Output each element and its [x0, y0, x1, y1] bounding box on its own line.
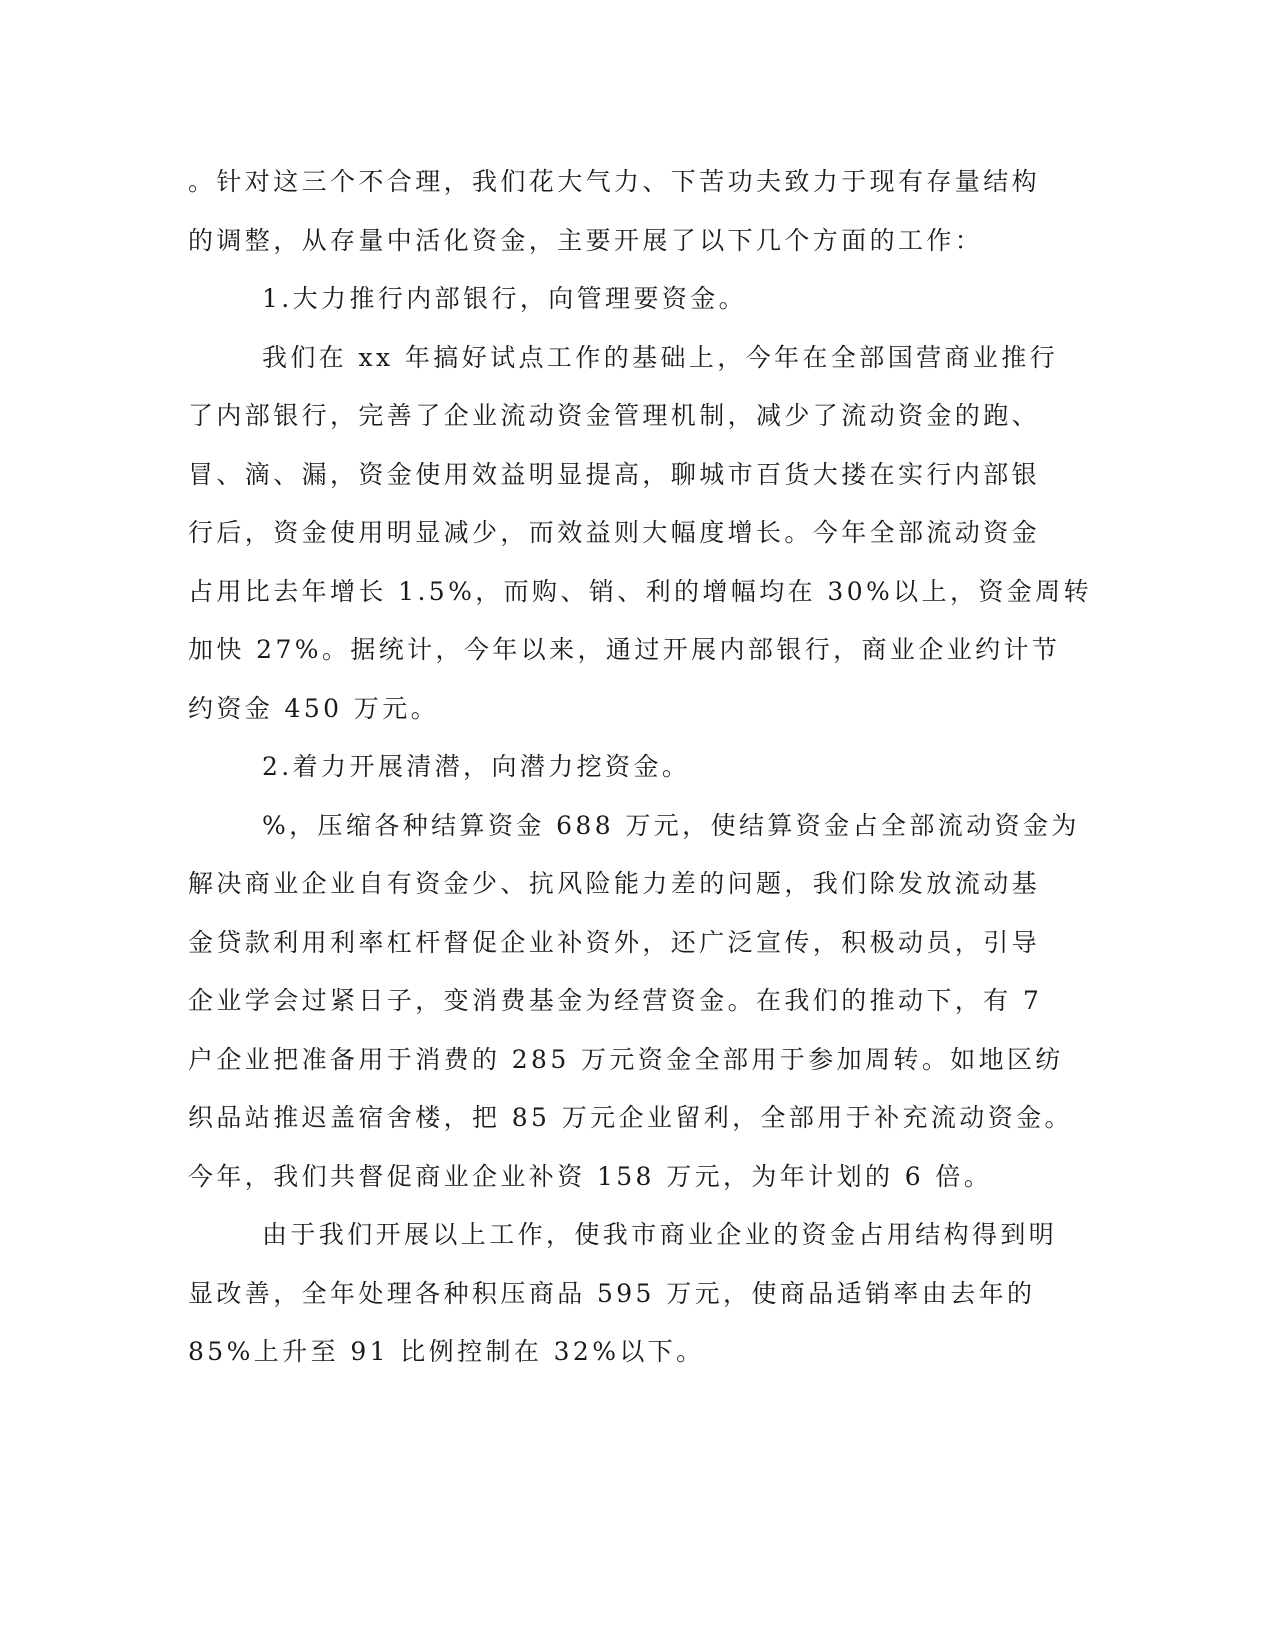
text-line: 今年，我们共督促商业企业补资 158 万元，为年计划的 6 倍。	[188, 1162, 993, 1191]
text-line: 的调整，从存量中活化资金，主要开展了以下几个方面的工作：	[188, 226, 984, 255]
text-line: 85%上升至 91 比例控制在 32%以下。	[188, 1337, 705, 1366]
section-heading: 2.着力开展清潜，向潜力挖资金。	[262, 752, 691, 781]
text-line: 织品站推迟盖宿舍楼，把 85 万元企业留利，全部用于补充流动资金。	[188, 1103, 1073, 1132]
text-line: 金贷款利用利率杠杆督促企业补资外，还广泛宣传，积极动员，引导	[188, 928, 1041, 957]
text-line: %，压缩各种结算资金 688 万元，使结算资金占全部流动资金为	[262, 811, 1080, 840]
text-line: 了内部银行，完善了企业流动资金管理机制，减少了流动资金的跑、	[188, 401, 1041, 430]
text-line: 户企业把准备用于消费的 285 万元资金全部用于参加周转。如地区纺	[188, 1045, 1064, 1074]
text-line: 显改善，全年处理各种积压商品 595 万元，使商品适销率由去年的	[188, 1279, 1036, 1308]
section-heading: 1.大力推行内部银行，向管理要资金。	[262, 284, 748, 313]
text-line: 加快 27%。据统计，今年以来，通过开展内部银行，商业企业约计节	[188, 635, 1061, 664]
text-line: 冒、滴、漏，资金使用效益明显提高，聊城市百货大搂在实行内部银	[188, 460, 1041, 489]
text-line: 企业学会过紧日子，变消费基金为经营资金。在我们的推动下，有 7	[188, 986, 1043, 1015]
text-line: 由于我们开展以上工作，使我市商业企业的资金占用结构得到明	[262, 1220, 1058, 1249]
text-line: 解决商业企业自有资金少、抗风险能力差的问题，我们除发放流动基	[188, 869, 1041, 898]
text-line: 我们在 xx 年搞好试点工作的基础上，今年在全部国营商业推行	[262, 343, 1059, 372]
text-line: 约资金 450 万元。	[188, 694, 440, 723]
text-line: 占用比去年增长 1.5%，而购、销、利的增幅均在 30%以上，资金周转	[188, 577, 1092, 606]
text-line: 。针对这三个不合理，我们花大气力、下苦功夫致力于现有存量结构	[188, 167, 1041, 196]
text-line: 行后，资金使用明显减少，而效益则大幅度增长。今年全部流动资金	[188, 518, 1041, 547]
